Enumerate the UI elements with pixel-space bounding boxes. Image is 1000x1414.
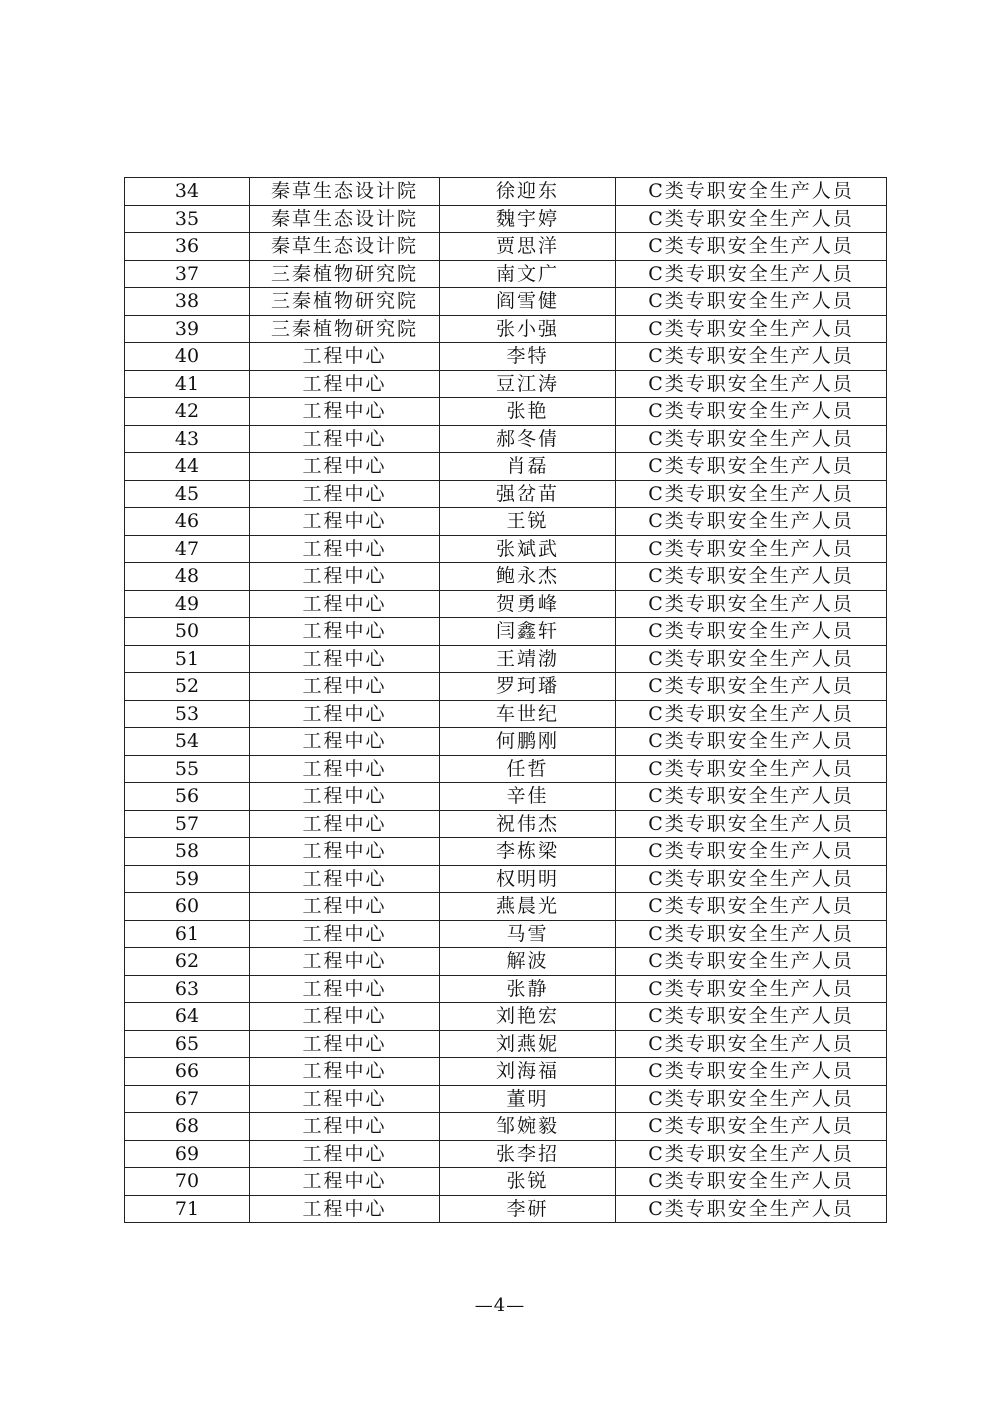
name-cell: 徐迎东: [440, 178, 616, 206]
row-number-cell: 42: [125, 398, 250, 426]
name-cell: 魏宇婷: [440, 205, 616, 233]
row-number-cell: 70: [125, 1168, 250, 1196]
unit-cell: 工程中心: [250, 838, 440, 866]
category-cell: C类专职安全生产人员: [616, 948, 887, 976]
name-cell: 阎雪健: [440, 288, 616, 316]
unit-cell: 工程中心: [250, 343, 440, 371]
row-number-cell: 62: [125, 948, 250, 976]
unit-cell: 工程中心: [250, 673, 440, 701]
category-cell: C类专职安全生产人员: [616, 233, 887, 261]
name-cell: 刘海福: [440, 1058, 616, 1086]
row-number-cell: 35: [125, 205, 250, 233]
table-row: [125, 1195, 887, 1223]
table-row: [125, 535, 887, 563]
row-number-cell: 36: [125, 233, 250, 261]
category-cell: C类专职安全生产人员: [616, 590, 887, 618]
table-row: [125, 1058, 887, 1086]
table-row: [125, 453, 887, 481]
category-cell: C类专职安全生产人员: [616, 343, 887, 371]
row-number-cell: 44: [125, 453, 250, 481]
table-row: [125, 810, 887, 838]
row-number-cell: 41: [125, 370, 250, 398]
row-number-cell: 59: [125, 865, 250, 893]
name-cell: 燕晨光: [440, 893, 616, 921]
name-cell: 贾思洋: [440, 233, 616, 261]
unit-cell: 秦草生态设计院: [250, 233, 440, 261]
category-cell: C类专职安全生产人员: [616, 425, 887, 453]
table-row: [125, 1168, 887, 1196]
table-row: [125, 920, 887, 948]
category-cell: C类专职安全生产人员: [616, 288, 887, 316]
category-cell: C类专职安全生产人员: [616, 1168, 887, 1196]
unit-cell: 工程中心: [250, 948, 440, 976]
row-number-cell: 56: [125, 783, 250, 811]
row-number-cell: 40: [125, 343, 250, 371]
personnel-table: [124, 177, 887, 1223]
name-cell: 张静: [440, 975, 616, 1003]
unit-cell: 工程中心: [250, 1003, 440, 1031]
category-cell: C类专职安全生产人员: [616, 645, 887, 673]
row-number-cell: 51: [125, 645, 250, 673]
table-row: [125, 645, 887, 673]
unit-cell: 工程中心: [250, 453, 440, 481]
category-cell: C类专职安全生产人员: [616, 673, 887, 701]
table-row: [125, 975, 887, 1003]
category-cell: C类专职安全生产人员: [616, 508, 887, 536]
name-cell: 郝冬倩: [440, 425, 616, 453]
unit-cell: 工程中心: [250, 700, 440, 728]
category-cell: C类专职安全生产人员: [616, 893, 887, 921]
unit-cell: 工程中心: [250, 893, 440, 921]
row-number-cell: 49: [125, 590, 250, 618]
unit-cell: 三秦植物研究院: [250, 315, 440, 343]
table-row: [125, 425, 887, 453]
name-cell: 闫鑫轩: [440, 618, 616, 646]
category-cell: C类专职安全生产人员: [616, 838, 887, 866]
name-cell: 车世纪: [440, 700, 616, 728]
row-number-cell: 54: [125, 728, 250, 756]
row-number-cell: 58: [125, 838, 250, 866]
name-cell: 张小强: [440, 315, 616, 343]
table-row: [125, 398, 887, 426]
unit-cell: 工程中心: [250, 755, 440, 783]
category-cell: C类专职安全生产人员: [616, 755, 887, 783]
page-number: —4—: [474, 1295, 526, 1316]
unit-cell: 工程中心: [250, 783, 440, 811]
category-cell: C类专职安全生产人员: [616, 1140, 887, 1168]
name-cell: 祝伟杰: [440, 810, 616, 838]
name-cell: 王锐: [440, 508, 616, 536]
unit-cell: 工程中心: [250, 728, 440, 756]
name-cell: 权明明: [440, 865, 616, 893]
name-cell: 何鹏刚: [440, 728, 616, 756]
table-row: [125, 178, 887, 206]
name-cell: 李研: [440, 1195, 616, 1223]
unit-cell: 工程中心: [250, 810, 440, 838]
personnel-table-body: [125, 178, 887, 1223]
unit-cell: 三秦植物研究院: [250, 288, 440, 316]
unit-cell: 三秦植物研究院: [250, 260, 440, 288]
name-cell: 邹婉毅: [440, 1113, 616, 1141]
unit-cell: 工程中心: [250, 645, 440, 673]
name-cell: 张锐: [440, 1168, 616, 1196]
table-row: [125, 370, 887, 398]
category-cell: C类专职安全生产人员: [616, 700, 887, 728]
name-cell: 李特: [440, 343, 616, 371]
row-number-cell: 52: [125, 673, 250, 701]
category-cell: C类专职安全生产人员: [616, 618, 887, 646]
category-cell: C类专职安全生产人员: [616, 920, 887, 948]
category-cell: C类专职安全生产人员: [616, 370, 887, 398]
table-row: [125, 1140, 887, 1168]
category-cell: C类专职安全生产人员: [616, 260, 887, 288]
table-row: [125, 480, 887, 508]
table-row: [125, 1085, 887, 1113]
name-cell: 董明: [440, 1085, 616, 1113]
row-number-cell: 68: [125, 1113, 250, 1141]
name-cell: 解波: [440, 948, 616, 976]
unit-cell: 工程中心: [250, 865, 440, 893]
category-cell: C类专职安全生产人员: [616, 398, 887, 426]
name-cell: 张李招: [440, 1140, 616, 1168]
unit-cell: 工程中心: [250, 975, 440, 1003]
table-row: [125, 673, 887, 701]
row-number-cell: 48: [125, 563, 250, 591]
category-cell: C类专职安全生产人员: [616, 1085, 887, 1113]
name-cell: 张斌武: [440, 535, 616, 563]
table-row: [125, 1003, 887, 1031]
row-number-cell: 67: [125, 1085, 250, 1113]
unit-cell: 工程中心: [250, 1195, 440, 1223]
unit-cell: 工程中心: [250, 398, 440, 426]
category-cell: C类专职安全生产人员: [616, 783, 887, 811]
row-number-cell: 34: [125, 178, 250, 206]
name-cell: 刘燕妮: [440, 1030, 616, 1058]
table-row: [125, 1113, 887, 1141]
category-cell: C类专职安全生产人员: [616, 865, 887, 893]
unit-cell: 工程中心: [250, 920, 440, 948]
category-cell: C类专职安全生产人员: [616, 975, 887, 1003]
table-row: [125, 508, 887, 536]
table-row: [125, 728, 887, 756]
unit-cell: 秦草生态设计院: [250, 205, 440, 233]
name-cell: 贺勇峰: [440, 590, 616, 618]
row-number-cell: 38: [125, 288, 250, 316]
name-cell: 辛佳: [440, 783, 616, 811]
unit-cell: 工程中心: [250, 1113, 440, 1141]
unit-cell: 工程中心: [250, 1030, 440, 1058]
row-number-cell: 60: [125, 893, 250, 921]
name-cell: 马雪: [440, 920, 616, 948]
table-row: [125, 315, 887, 343]
row-number-cell: 53: [125, 700, 250, 728]
category-cell: C类专职安全生产人员: [616, 728, 887, 756]
row-number-cell: 66: [125, 1058, 250, 1086]
row-number-cell: 43: [125, 425, 250, 453]
category-cell: C类专职安全生产人员: [616, 205, 887, 233]
table-row: [125, 260, 887, 288]
table-row: [125, 233, 887, 261]
category-cell: C类专职安全生产人员: [616, 1195, 887, 1223]
table-row: [125, 1030, 887, 1058]
row-number-cell: 45: [125, 480, 250, 508]
row-number-cell: 65: [125, 1030, 250, 1058]
category-cell: C类专职安全生产人员: [616, 453, 887, 481]
name-cell: 豆江涛: [440, 370, 616, 398]
row-number-cell: 69: [125, 1140, 250, 1168]
table-row: [125, 783, 887, 811]
name-cell: 任哲: [440, 755, 616, 783]
unit-cell: 工程中心: [250, 1168, 440, 1196]
name-cell: 张艳: [440, 398, 616, 426]
row-number-cell: 47: [125, 535, 250, 563]
name-cell: 王靖渤: [440, 645, 616, 673]
unit-cell: 工程中心: [250, 535, 440, 563]
table-row: [125, 590, 887, 618]
table-row: [125, 618, 887, 646]
table-row: [125, 893, 887, 921]
category-cell: C类专职安全生产人员: [616, 178, 887, 206]
category-cell: C类专职安全生产人员: [616, 810, 887, 838]
unit-cell: 秦草生态设计院: [250, 178, 440, 206]
unit-cell: 工程中心: [250, 590, 440, 618]
row-number-cell: 46: [125, 508, 250, 536]
unit-cell: 工程中心: [250, 1085, 440, 1113]
category-cell: C类专职安全生产人员: [616, 563, 887, 591]
unit-cell: 工程中心: [250, 618, 440, 646]
table-row: [125, 838, 887, 866]
name-cell: 刘艳宏: [440, 1003, 616, 1031]
row-number-cell: 55: [125, 755, 250, 783]
table-row: [125, 700, 887, 728]
name-cell: 南文广: [440, 260, 616, 288]
row-number-cell: 71: [125, 1195, 250, 1223]
category-cell: C类专职安全生产人员: [616, 1058, 887, 1086]
name-cell: 李栋梁: [440, 838, 616, 866]
row-number-cell: 61: [125, 920, 250, 948]
unit-cell: 工程中心: [250, 508, 440, 536]
table-row: [125, 948, 887, 976]
unit-cell: 工程中心: [250, 563, 440, 591]
table-row: [125, 563, 887, 591]
name-cell: 鲍永杰: [440, 563, 616, 591]
row-number-cell: 39: [125, 315, 250, 343]
name-cell: 肖磊: [440, 453, 616, 481]
unit-cell: 工程中心: [250, 370, 440, 398]
row-number-cell: 37: [125, 260, 250, 288]
unit-cell: 工程中心: [250, 1140, 440, 1168]
name-cell: 强岔苗: [440, 480, 616, 508]
name-cell: 罗珂璠: [440, 673, 616, 701]
unit-cell: 工程中心: [250, 425, 440, 453]
category-cell: C类专职安全生产人员: [616, 1003, 887, 1031]
category-cell: C类专职安全生产人员: [616, 1030, 887, 1058]
unit-cell: 工程中心: [250, 480, 440, 508]
table-row: [125, 755, 887, 783]
table-row: [125, 865, 887, 893]
row-number-cell: 57: [125, 810, 250, 838]
table-row: [125, 205, 887, 233]
category-cell: C类专职安全生产人员: [616, 480, 887, 508]
table-row: [125, 343, 887, 371]
category-cell: C类专职安全生产人员: [616, 535, 887, 563]
table-row: [125, 288, 887, 316]
row-number-cell: 50: [125, 618, 250, 646]
category-cell: C类专职安全生产人员: [616, 1113, 887, 1141]
row-number-cell: 63: [125, 975, 250, 1003]
unit-cell: 工程中心: [250, 1058, 440, 1086]
category-cell: C类专职安全生产人员: [616, 315, 887, 343]
row-number-cell: 64: [125, 1003, 250, 1031]
